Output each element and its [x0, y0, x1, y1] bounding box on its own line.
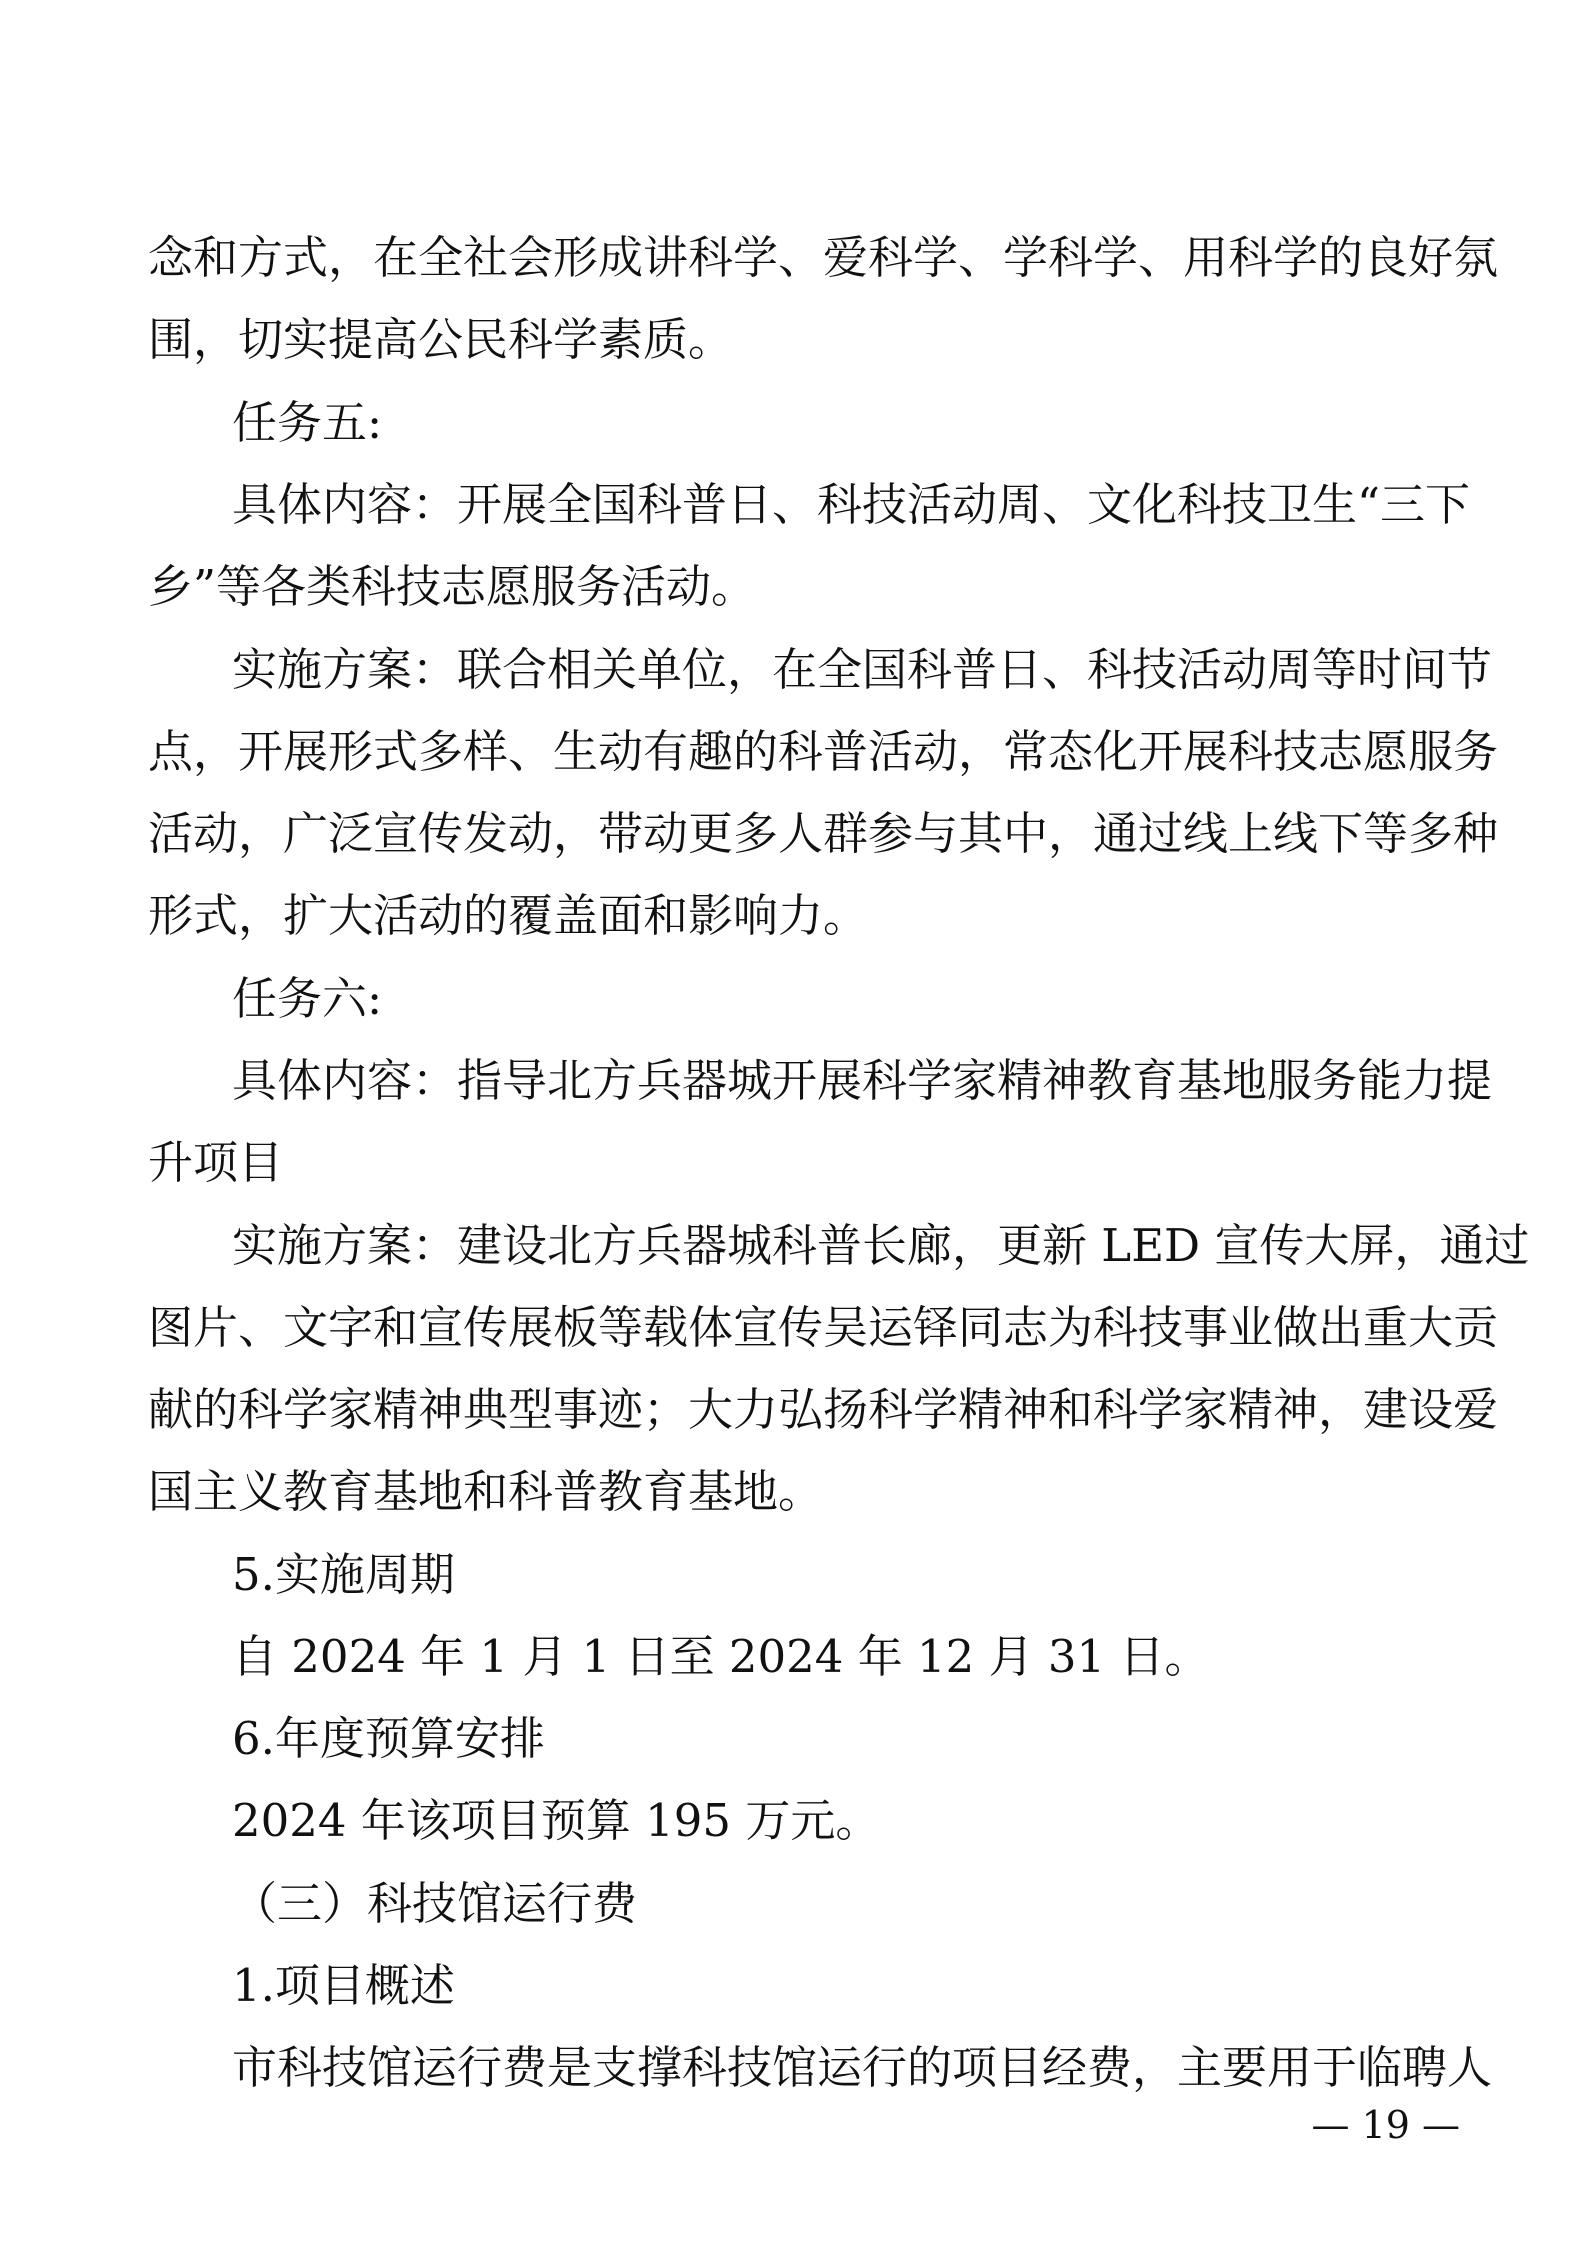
budget-text: 2024 年该项目预算 195 万元。	[232, 1794, 881, 1847]
body-line-12: 升项目	[148, 1136, 284, 1189]
body-line-9: 形式，扩大活动的覆盖面和影响力。	[148, 889, 869, 942]
body-line-15: 献的科学家精神典型事迹；大力弘扬科学精神和科学家精神，建设爱	[148, 1383, 1499, 1436]
body-line-5: 乡”等各类科技志愿服务活动。	[148, 560, 757, 613]
body-line-11: 具体内容：指导北方兵器城开展科学家精神教育基地服务能力提	[232, 1054, 1493, 1107]
task-five-heading: 任务五:	[232, 396, 383, 449]
body-line-14: 图片、文字和宣传展板等载体宣传吴运铎同志为科技事业做出重大贡	[148, 1301, 1499, 1354]
body-line-13: 实施方案：建设北方兵器城科普长廊，更新 LED 宣传大屏，通过	[232, 1219, 1530, 1272]
period-text: 自 2024 年 1 月 1 日至 2024 年 12 月 31 日。	[232, 1630, 1210, 1683]
section-heading-budget: 6.年度预算安排	[232, 1712, 545, 1765]
page-number: — 19 —	[1311, 2103, 1460, 2147]
body-line-6: 实施方案：联合相关单位，在全国科普日、科技活动周等时间节	[232, 643, 1493, 696]
body-line-23: 市科技馆运行费是支撑科技馆运行的项目经费，主要用于临聘人	[232, 2041, 1493, 2094]
section-heading-museum: （三）科技馆运行费	[232, 1877, 638, 1930]
body-line-8: 活动，广泛宣传发动，带动更多人群参与其中，通过线上线下等多种	[148, 807, 1499, 860]
section-heading-overview: 1.项目概述	[232, 1959, 455, 2012]
section-heading-period: 5.实施周期	[232, 1548, 455, 1601]
body-line-16: 国主义教育基地和科普教育基地。	[148, 1465, 824, 1518]
body-line-4: 具体内容：开展全国科普日、科技活动周、文化科技卫生“三下	[232, 478, 1471, 531]
body-line-2: 围，切实提高公民科学素质。	[148, 313, 734, 366]
task-six-heading: 任务六:	[232, 972, 383, 1025]
body-line-7: 点，开展形式多样、生动有趣的科普活动，常态化开展科技志愿服务	[148, 725, 1499, 778]
body-line-1: 念和方式，在全社会形成讲科学、爱科学、学科学、用科学的良好氛	[148, 231, 1499, 284]
